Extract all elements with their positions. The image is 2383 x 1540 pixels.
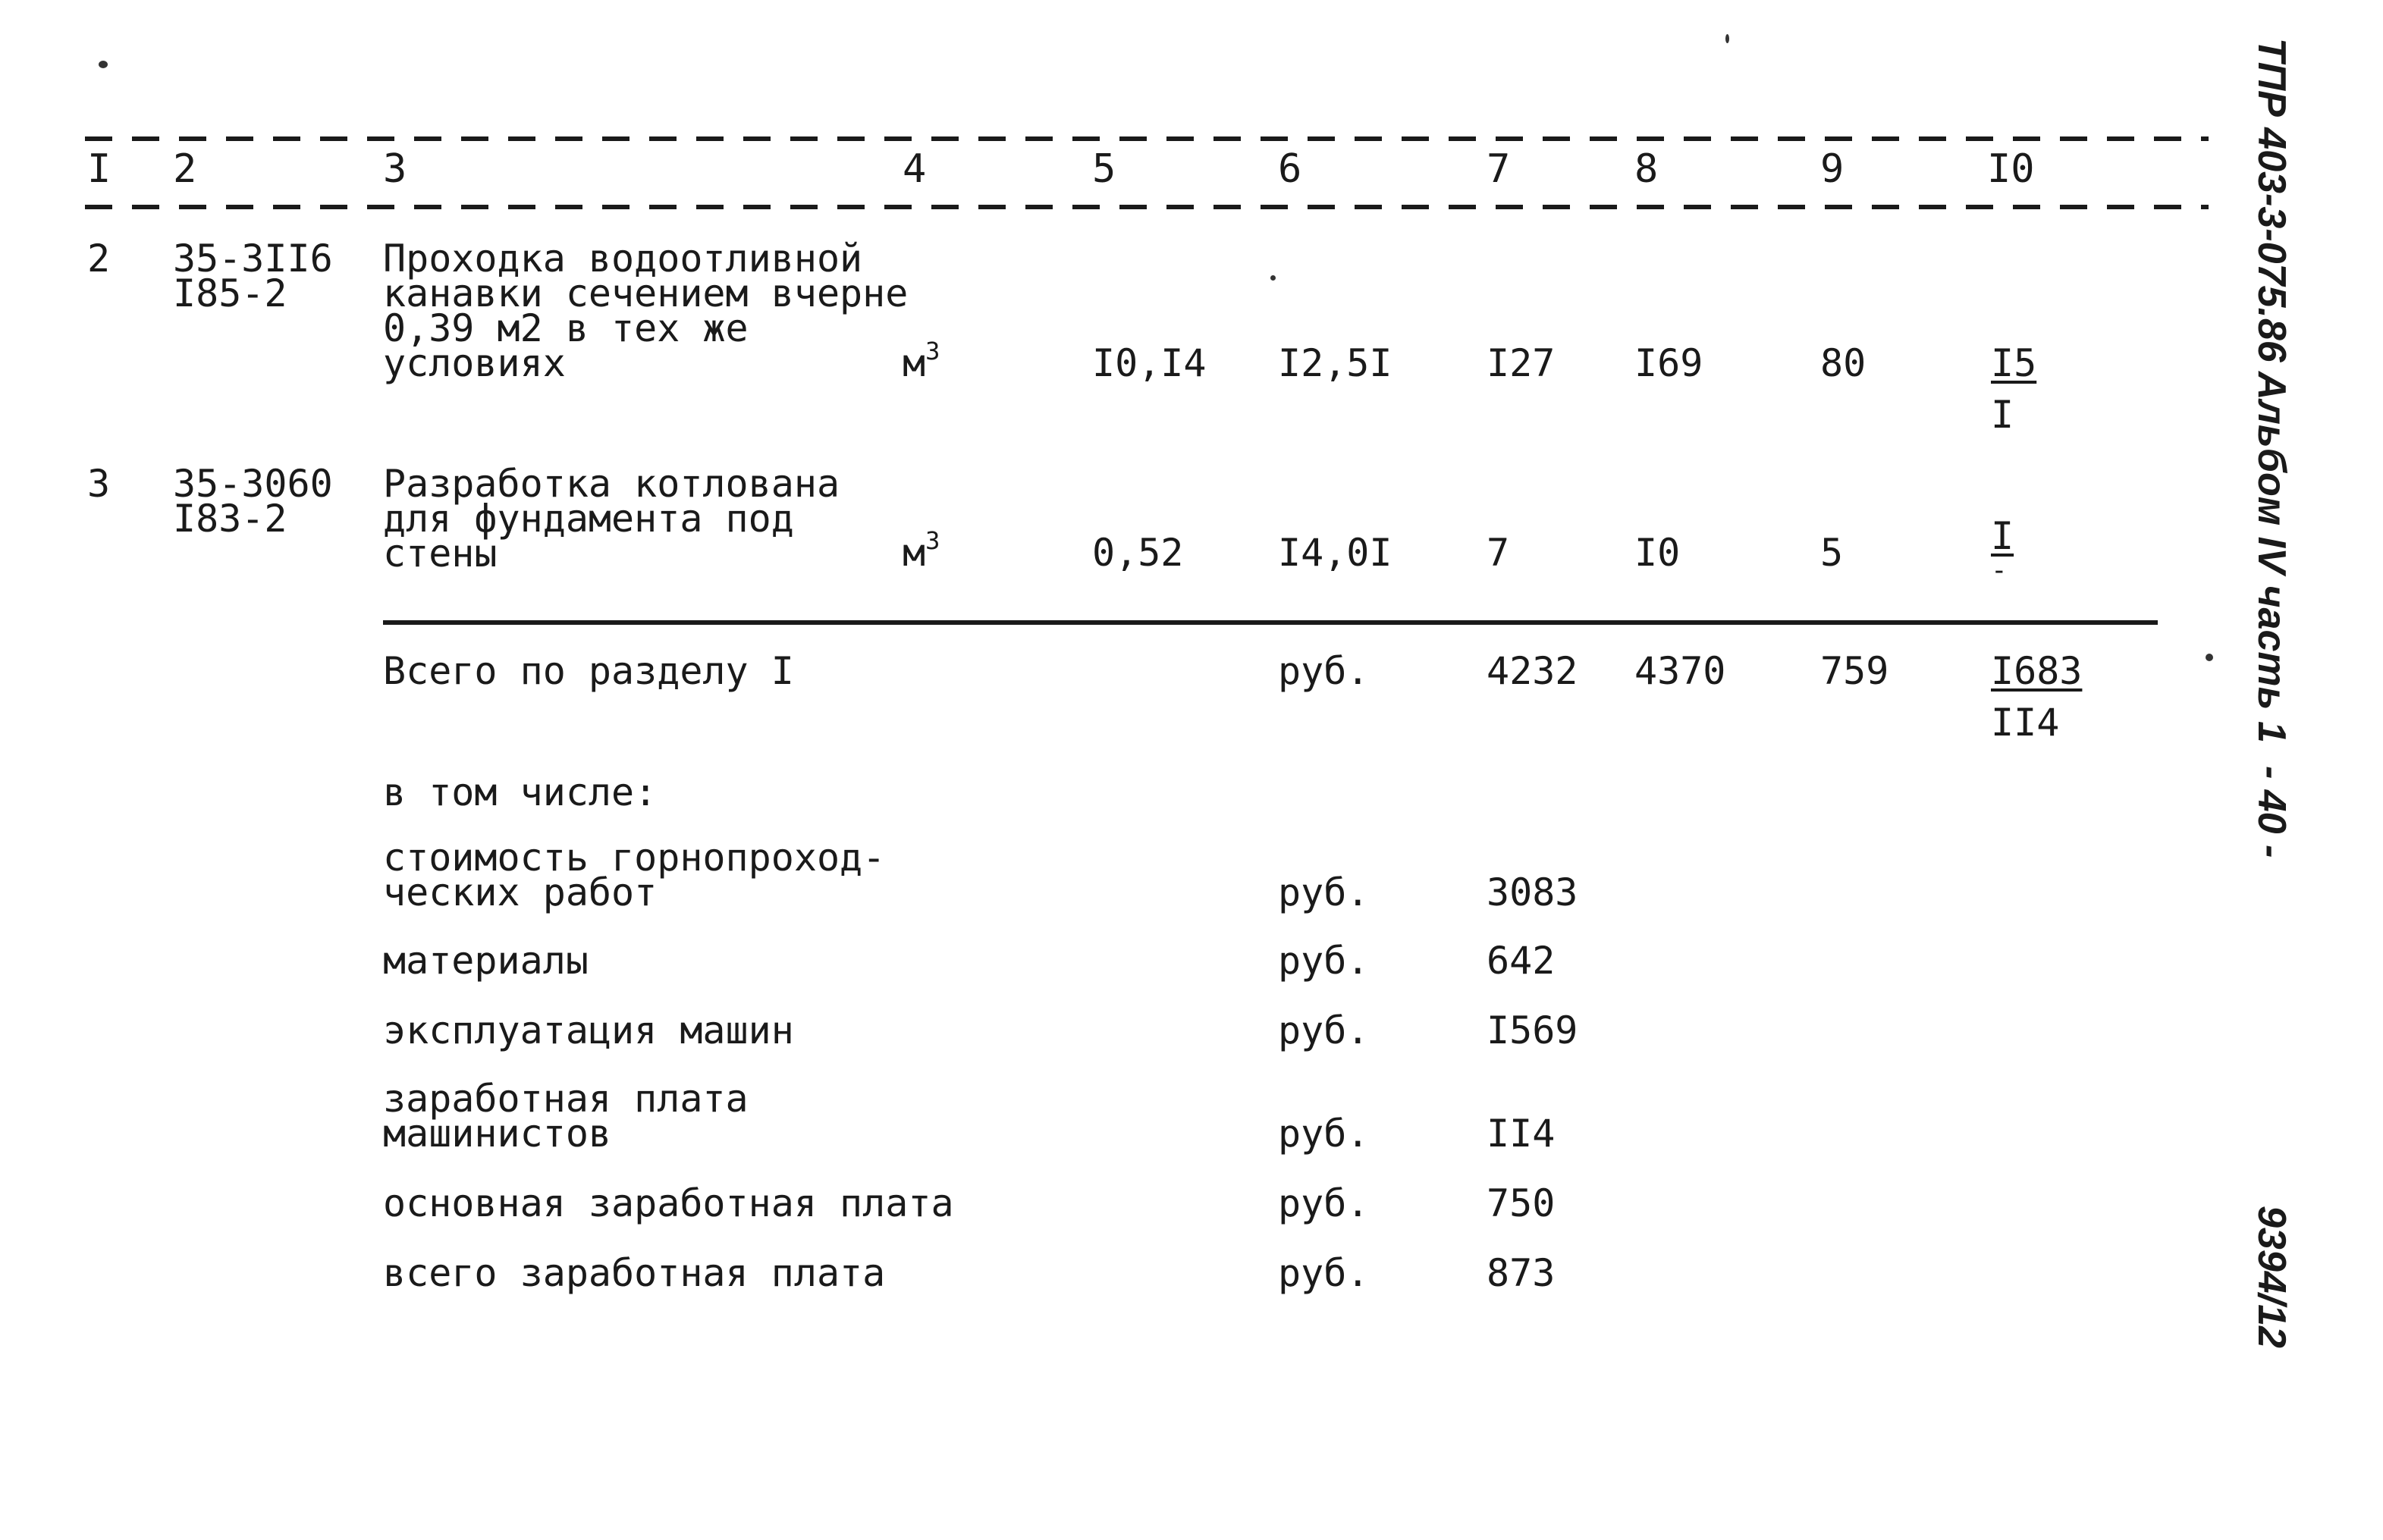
- row-col7: 7: [1487, 531, 1510, 575]
- row-col8: I0: [1634, 531, 1681, 575]
- col-header-9: 9: [1820, 146, 1845, 192]
- row-col6: I2,5I: [1278, 341, 1392, 385]
- scan-speck: [2206, 654, 2213, 661]
- total-col10-bottom: II4: [1991, 701, 2060, 745]
- row-col10-bottom: I: [1991, 393, 2014, 437]
- col-header-6: 6: [1278, 146, 1302, 192]
- col-header-2: 2: [173, 146, 197, 192]
- margin-page-number: - 40 -: [2250, 766, 2294, 858]
- total-label: Всего по разделу I: [383, 649, 794, 693]
- unit-text: м: [903, 531, 926, 575]
- row-code: 35-3II6 I85-2: [173, 237, 333, 315]
- row-col9: 5: [1820, 531, 1844, 575]
- breakdown-unit: руб.: [1278, 1112, 1370, 1156]
- row-description: Разработка котлована для фундамента под стены: [383, 462, 840, 576]
- header-bottom-rule: [85, 205, 2209, 209]
- row-col10-bottom: -: [1991, 555, 2008, 586]
- row-col10-top: I: [1991, 514, 2014, 558]
- row-col8: I69: [1634, 341, 1703, 385]
- including-label: в том числе:: [383, 770, 658, 814]
- breakdown-label: основная заработная плата: [383, 1181, 954, 1225]
- breakdown-label: всего заработная плата: [383, 1251, 886, 1295]
- unit-superscript: 3: [925, 337, 940, 365]
- row-col6: I4,0I: [1278, 531, 1392, 575]
- col-header-10: I0: [1987, 146, 2035, 192]
- total-rule: [383, 620, 2158, 625]
- margin-annotations: [2249, 38, 2340, 1403]
- col-header-8: 8: [1634, 146, 1659, 192]
- col-header-7: 7: [1487, 146, 1511, 192]
- total-col8: 4370: [1634, 649, 1726, 693]
- col-header-1: I: [87, 146, 111, 192]
- breakdown-unit: руб.: [1278, 1181, 1370, 1225]
- breakdown-value: I569: [1487, 1008, 1578, 1052]
- breakdown-unit: руб.: [1278, 1251, 1370, 1295]
- breakdown-unit: руб.: [1278, 939, 1370, 983]
- col-header-4: 4: [903, 146, 927, 192]
- breakdown-value: II4: [1487, 1112, 1556, 1156]
- row-col5: I0,I4: [1092, 341, 1207, 385]
- breakdown-label: заработная плата машинистов: [383, 1077, 749, 1156]
- total-col9: 759: [1820, 649, 1889, 693]
- breakdown-unit: руб.: [1278, 1008, 1370, 1052]
- col-header-5: 5: [1092, 146, 1116, 192]
- row-code: 35-3060 I83-2: [173, 462, 333, 541]
- breakdown-label: стоимость горнопроход- ческих работ: [383, 836, 886, 914]
- row-col10-top: I5: [1991, 341, 2037, 385]
- total-unit: руб.: [1278, 649, 1370, 693]
- margin-doc-code: ТПР 403-3-075.86: [2250, 38, 2294, 362]
- margin-album: Альбом IV часть 1: [2250, 372, 2294, 743]
- breakdown-label: эксплуатация машин: [383, 1008, 794, 1052]
- breakdown-value: 750: [1487, 1181, 1556, 1225]
- header-top-rule: [85, 136, 2209, 141]
- row-number: 3: [87, 462, 111, 506]
- unit-superscript: 3: [925, 526, 940, 555]
- breakdown-label: материалы: [383, 939, 589, 983]
- row-number: 2: [87, 237, 111, 281]
- breakdown-unit: руб.: [1278, 870, 1370, 914]
- breakdown-value: 642: [1487, 939, 1556, 983]
- total-col10-top: I683: [1991, 649, 2083, 693]
- total-col7: 4232: [1487, 649, 1578, 693]
- breakdown-value: 873: [1487, 1251, 1556, 1295]
- row-col5: 0,52: [1092, 531, 1184, 575]
- row-description: Проходка водоотливной канавки сечением вчерне 0,39 м2 в тех же условиях: [383, 237, 909, 385]
- row-unit: [903, 526, 940, 575]
- row-col7: I27: [1487, 341, 1556, 385]
- row-unit: [903, 337, 940, 385]
- scan-speck: [1725, 34, 1729, 43]
- margin-order-number: 9394/12: [2250, 1206, 2294, 1348]
- col-header-3: 3: [383, 146, 407, 192]
- breakdown-value: 3083: [1487, 870, 1578, 914]
- unit-text: м: [903, 341, 926, 385]
- row-col9: 80: [1820, 341, 1867, 385]
- scan-speck: [1270, 275, 1276, 281]
- scan-speck: [99, 61, 108, 68]
